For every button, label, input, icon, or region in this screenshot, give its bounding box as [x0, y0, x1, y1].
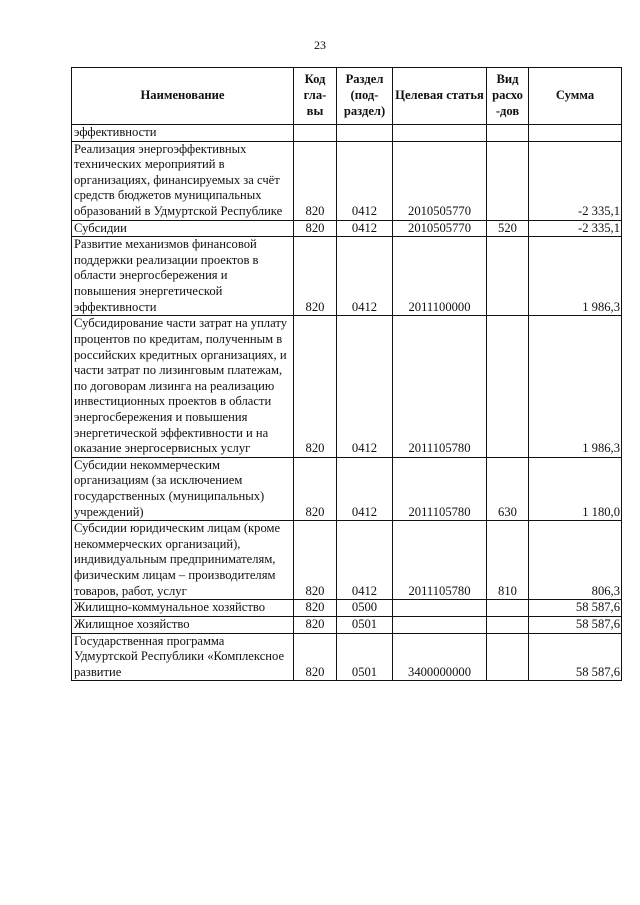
- table-row: [72, 521, 622, 600]
- row-sum: 806,3: [529, 521, 622, 600]
- row-type: [487, 633, 529, 681]
- row-code: 820: [294, 457, 337, 520]
- header-code: Код гла- вы: [294, 68, 337, 125]
- table-row: [72, 141, 622, 220]
- row-target: 2010505770: [393, 220, 487, 237]
- row-name: Реализация энергоэффективных технических мероприятий в организациях, финансируемых за счёт средств бюджетов муниципальных образований в Удмуртской Республике: [72, 141, 294, 220]
- row-code: [294, 125, 337, 142]
- row-section: 0412: [337, 316, 393, 457]
- row-name: Жилищно-коммунальное хозяйство: [72, 600, 294, 617]
- row-sum: 58 587,6: [529, 616, 622, 633]
- row-section: 0501: [337, 633, 393, 681]
- row-target: 2011105780: [393, 521, 487, 600]
- row-type: [487, 141, 529, 220]
- row-section: 0412: [337, 521, 393, 600]
- row-name: эффективности: [72, 125, 294, 142]
- row-code: 820: [294, 141, 337, 220]
- row-sum: [529, 125, 622, 142]
- row-code: 820: [294, 616, 337, 633]
- table-row: [72, 457, 622, 520]
- table-row: [72, 237, 622, 316]
- row-target: 2011105780: [393, 316, 487, 457]
- header-sum: Сумма: [529, 68, 622, 125]
- row-target: 2011100000: [393, 237, 487, 316]
- table-row: [72, 600, 622, 617]
- row-target: 3400000000: [393, 633, 487, 681]
- row-section: 0412: [337, 237, 393, 316]
- row-code: 820: [294, 633, 337, 681]
- row-section: 0500: [337, 600, 393, 617]
- header-target: Целевая статья: [393, 68, 487, 125]
- row-name: Субсидирование части затрат на уплату процентов по кредитам, полученным в российских кредитных организациях, и части затрат по лизинговым платежам, по договорам лизинга на реализацию инвестиционных проектов в области энергосбережения и повышения энергетической эффективности и на оказание энергосервисных услуг: [72, 316, 294, 457]
- row-code: 820: [294, 521, 337, 600]
- row-type: 520: [487, 220, 529, 237]
- row-name: Государственная программа Удмуртской Республики «Комплексное развитие: [72, 633, 294, 681]
- row-section: 0501: [337, 616, 393, 633]
- row-code: 820: [294, 316, 337, 457]
- row-name: Субсидии: [72, 220, 294, 237]
- row-target: 2010505770: [393, 141, 487, 220]
- table-header-row: [72, 68, 622, 125]
- row-sum: 1 180,0: [529, 457, 622, 520]
- row-target: 2011105780: [393, 457, 487, 520]
- row-target: [393, 600, 487, 617]
- row-sum: 1 986,3: [529, 237, 622, 316]
- header-type: Вид расхо -дов: [487, 68, 529, 125]
- row-type: [487, 316, 529, 457]
- header-name: Наименование: [72, 68, 294, 125]
- table-row: [72, 616, 622, 633]
- row-type: [487, 600, 529, 617]
- table-row: [72, 125, 622, 142]
- row-type: 630: [487, 457, 529, 520]
- table-row: [72, 220, 622, 237]
- row-sum: -2 335,1: [529, 220, 622, 237]
- row-code: 820: [294, 220, 337, 237]
- row-section: 0412: [337, 220, 393, 237]
- row-target: [393, 616, 487, 633]
- row-name: Субсидии некоммерческим организациям (за исключением государственных (муниципальных) учреждений): [72, 457, 294, 520]
- row-name: Развитие механизмов финансовой поддержки реализации проектов в области энергосбережения и повышения энергетической эффективности: [72, 237, 294, 316]
- budget-table: [71, 67, 622, 681]
- row-code: 820: [294, 600, 337, 617]
- table-row: [72, 633, 622, 681]
- row-name: Субсидии юридическим лицам (кроме некоммерческих организаций), индивидуальным предпринимателям, физическим лицам – производителям товаров, работ, услуг: [72, 521, 294, 600]
- header-section: Раздел (под- раздел): [337, 68, 393, 125]
- table-row: [72, 316, 622, 457]
- row-type: [487, 125, 529, 142]
- page-number: 23: [314, 38, 326, 52]
- row-name: Жилищное хозяйство: [72, 616, 294, 633]
- row-target: [393, 125, 487, 142]
- row-sum: 1 986,3: [529, 316, 622, 457]
- row-sum: 58 587,6: [529, 633, 622, 681]
- row-section: [337, 125, 393, 142]
- row-sum: -2 335,1: [529, 141, 622, 220]
- row-section: 0412: [337, 141, 393, 220]
- row-type: 810: [487, 521, 529, 600]
- row-type: [487, 237, 529, 316]
- row-type: [487, 616, 529, 633]
- row-sum: 58 587,6: [529, 600, 622, 617]
- row-code: 820: [294, 237, 337, 316]
- row-section: 0412: [337, 457, 393, 520]
